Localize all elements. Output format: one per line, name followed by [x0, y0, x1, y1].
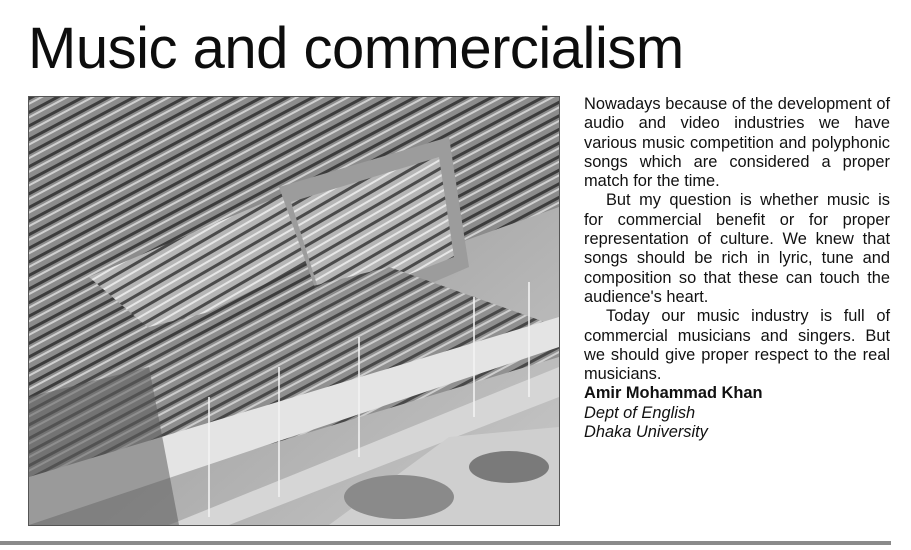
bottom-rule	[0, 541, 891, 545]
author-name: Amir Mohammad Khan	[584, 384, 763, 403]
author-department: Dept of English	[584, 403, 696, 422]
cassette-shelf-photo	[28, 96, 560, 526]
headline: Music and commercialism	[28, 16, 684, 81]
author-institution: Dhaka University	[584, 423, 708, 442]
paragraph: Nowadays because of the development of audio and video industries we have various music competition and polyphonic songs which are considered a proper match for the time.	[584, 95, 890, 191]
paragraph: But my question is whether music is for commercial benefit or for proper representation of culture. We knew that songs should be rich in lyric, tune and composition so that these can touch the audience's heart.	[584, 191, 890, 306]
letter-body	[584, 95, 890, 442]
paragraph: Today our music industry is full of commercial musicians and singers. But we should give proper respect to the real musicians.	[584, 307, 890, 384]
